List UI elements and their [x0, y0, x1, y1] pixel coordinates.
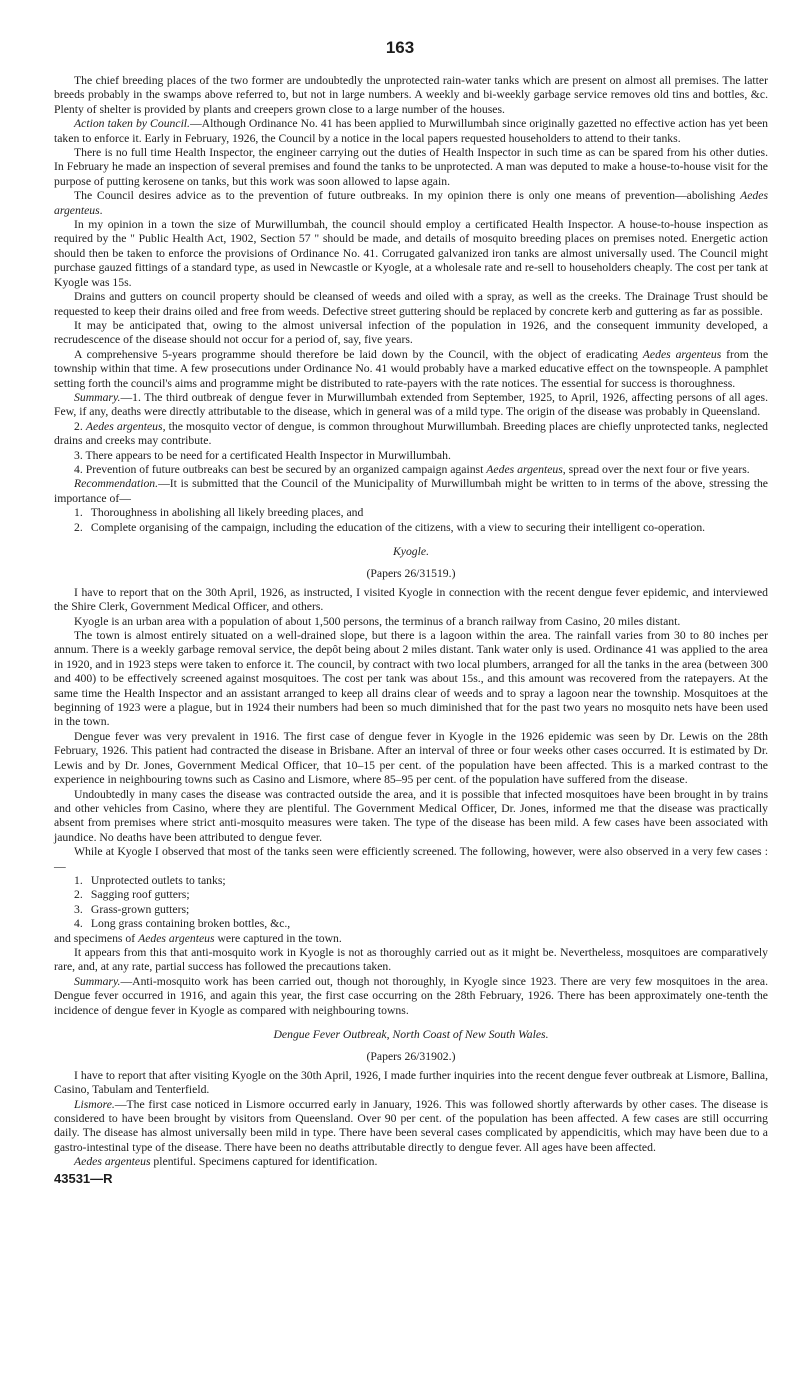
- list-item: [74, 506, 768, 520]
- page-number: 163: [385, 38, 415, 57]
- species-name: Aedes argenteus: [138, 931, 215, 945]
- paragraph-text: 2.: [74, 419, 86, 433]
- paragraph: [54, 117, 768, 146]
- list-text: Grass-grown gutters;: [90, 902, 190, 916]
- list-number: 4.: [74, 917, 83, 931]
- list-item: [74, 903, 768, 917]
- species-name: Aedes argenteus: [74, 1155, 151, 1169]
- paragraph-text: from the township within that time. A few prosecutions under Ordinance No. 41 would probably have a marked educative effect on the townspeople. A pamphlet setting forth the council's aims and programme might be distributed to rate-payers with the rate notices. The essential for success is thoroughness.: [54, 347, 769, 390]
- paragraph: Dengue fever was very prevalent in 1916. The first case of dengue fever in Kyogle in the 1926 epidemic was seen by Dr. Lewis on the 28th February, 1926. This patient had contracted the disease in Brisbane. After an interval of three or four weeks other cases occurred. It is estimated by Dr. Lewis and by Dr. Jones, Government Medical Officer, that 10–15 per cent. of the population have been affected. This is a marked contrast to the experience in neighbouring towns such as Casino and Lismore, where 85–95 per cent. of the population have suffered from the disease.: [54, 729, 768, 787]
- paragraph: The town is almost entirely situated on a well-drained slope, but there is a lagoon within the area. The rainfall varies from 30 to 80 inches per annum. There is a weekly garbage removal service, the depôt being about 2 miles distant. Tank water only is used. Ordinance 41 was applied to the area in 1920, and in 1923 steps were taken to enforce it. The council, by contract with two local plumbers, arranged for all the tanks in the area (between 300 and 400) to be effectively screened against mosquitoes. The cost per tank was about 15s., and this amount was recovered from the ratepayers. At the same time the Health Inspector and an assistant arranged to keep all drains clear of weeds and to spray a lagoon near the township. Mosquitoes at the beginning of 1923 were a plague, but in 1924 their numbers had been so much diminished that for the past two years no mosquito nets have been used in the town.: [54, 629, 768, 729]
- list-number: 1.: [74, 873, 83, 887]
- list-text: Sagging roof gutters;: [90, 888, 190, 902]
- paragraph-text: were captured in the town.: [214, 931, 342, 945]
- run-in-heading: Summary.: [74, 390, 121, 404]
- paragraph-text: the mosquito vector of dengue, is common throughout Murwillumbah. Breeding places are chiefly unprotected tanks, neglected drains and creeks may contribute.: [54, 419, 768, 448]
- species-name: Aedes argenteus: [54, 189, 768, 217]
- list-item: [74, 917, 768, 931]
- recommendation-paragraph: [54, 477, 768, 506]
- species-name: Aedes argenteus,: [85, 419, 166, 433]
- section-heading-kyogle: Kyogle.: [392, 545, 430, 558]
- paragraph-text: and specimens of: [54, 931, 139, 945]
- paragraph-text: .: [99, 203, 103, 217]
- observation-list: [54, 874, 768, 932]
- papers-reference: (Papers 26/31902.): [366, 1050, 456, 1064]
- run-in-heading: Recommendation.: [74, 477, 159, 491]
- run-in-heading: Summary.: [74, 974, 121, 988]
- print-code: 43531—R: [54, 1170, 113, 1186]
- list-text: Long grass containing broken bottles, &c.,: [90, 917, 291, 931]
- paragraph: [54, 932, 768, 946]
- paragraph: [54, 1155, 768, 1169]
- paragraph: It appears from this that anti-mosquito work in Kyogle is not as thoroughly carried out as it might be. Nevertheless, mosquitoes are comparatively rare, and, at any rate, partial success has followed the precautions taken.: [54, 945, 768, 974]
- paragraph-text: —The first case noticed in Lismore occurred early in January, 1926. This was followed shortly afterwards by other cases. The disease is considered to have been brought by visitors from Queensland. Over 90 per cent. of the population has been affected. A few cases are still occurring daily. The disease has almost universally been mild in type. There have been several cases complicated by appendicitis, which may have been due to a gastro-intestinal type of the disease. There have been no deaths attributable directly to dengue fever. All ages have been affected.: [54, 1097, 768, 1154]
- papers-reference: (Papers 26/31519.): [366, 567, 456, 581]
- paragraph: It may be anticipated that, owing to the almost universal infection of the population in 1926, and the consequent immunity developed, a recrudescence of the disease should not occur for a period of, say, five years.: [54, 318, 768, 347]
- list-item: [74, 874, 768, 888]
- section-heading-dengue-outbreak: Dengue Fever Outbreak, North Coast of New South Wales.: [273, 1028, 549, 1041]
- paragraph: While at Kyogle I observed that most of the tanks seen were efficiently screened. The following, however, were also observed in a very few cases :—: [54, 845, 768, 873]
- paragraph-text: 4. Prevention of future outbreaks can best be secured by an organized campaign against: [74, 462, 487, 476]
- paragraph: [54, 1098, 768, 1156]
- summary-paragraph: [54, 391, 768, 420]
- paragraph: Drains and gutters on council property should be cleansed of weeds and oiled with a spray, as well as the creeks. The Drainage Trust should be requested to keep their drains oiled and free from weeds. Defective street guttering should be replaced by concrete kerb and guttering as far as possible.: [54, 290, 768, 318]
- list-text: Complete organising of the campaign, including the education of the citizens, with a view to securing their intelligent co-operation.: [90, 520, 706, 534]
- paragraph-text: —Although Ordinance No. 41 has been applied to Murwillumbah since originally gazetted no effective action has yet been taken to enforce it. Early in February, 1926, the Council by a notice in the local papers requested householders to attend to their tanks.: [54, 117, 769, 145]
- run-in-heading: Action taken by Council.: [74, 117, 190, 131]
- list-text: Unprotected outlets to tanks;: [90, 873, 226, 887]
- list-item: [74, 521, 768, 535]
- summary-paragraph: [54, 420, 768, 449]
- list-item: [74, 888, 768, 902]
- paragraph: Kyogle is an urban area with a population of about 1,500 persons, the terminus of a branch railway from Casino, 20 miles distant.: [74, 614, 681, 628]
- paragraph: There is no full time Health Inspector, the engineer carrying out the duties of Health Inspector in such time as can be spared from his other duties. In February he made an inspection of several premises and found the tanks to be unprotected. A man was deputed to make a house-to-house visit for the purpose of putting kerosene on tanks, but this work was soon allowed to lapse again.: [54, 146, 768, 188]
- run-in-heading: Lismore.: [74, 1097, 115, 1111]
- species-name: Aedes argenteus: [642, 347, 722, 361]
- paragraph: In my opinion in a town the size of Murwillumbah, the council should employ a certificated Health Inspector. A house-to-house inspection as required by the " Public Health Act, 1902, Section 57 " should be made, and details of mosquito breeding places on premises noted. Energetic action should then be taken to enforce the provisions of Ordinance No. 41. Corrugated galvanized iron tanks are almost universally used. The Council might purchase gauzed fittings of a standard type, as used in Newcastle or Kyogle, at a wholesale rate and re-sell to householders cheaply. The cost per tank at Kyogle was 15s.: [54, 218, 768, 289]
- list-text: Thoroughness in abolishing all likely breeding places, and: [90, 506, 364, 520]
- recommendation-list: [54, 506, 768, 535]
- paragraph-text: spread over the next four or five years.: [565, 462, 750, 476]
- paragraph-text: —Anti-mosquito work has been carried out, though not thoroughly, in Kyogle since 1923. There are very few mosquitoes in the area. Dengue fever occurred in 1916, and again this year, the first case occurring on the 28th February, 1926. There has been approximately one-tenth the incidence of dengue fever in Kyogle as compared with neighbouring towns.: [54, 974, 768, 1017]
- summary-paragraph: 3. There appears to be need for a certificated Health Inspector in Murwillumbah.: [74, 448, 451, 462]
- paragraph: The chief breeding places of the two former are undoubtedly the unprotected rain-water tanks which are present on almost all premises. The latter breeds probably in the swamps above referred to, but not in large numbers. A weekly and bi-weekly garbage service removes old tins and bottles, &c. Plenty of shelter is provided by plants and creepers grown close to a large number of the houses.: [54, 74, 768, 116]
- paragraph-text: A comprehensive 5-years programme should therefore be laid down by the Council, with the object of eradicating: [74, 347, 643, 361]
- paragraph: [54, 189, 768, 218]
- list-number: 3.: [74, 902, 83, 916]
- paragraph-text: The Council desires advice as to the prevention of future outbreaks. In my opinion there is only one means of prevention—abolishing: [74, 189, 741, 203]
- paragraph-text: —1. The third outbreak of dengue fever in Murwillumbah extended from September, 1925, to April, 1926, affecting persons of all ages. Few, if any, deaths were directly attributable to the disease, which in general was of a mild type. The origin of the disease was probably in Queensland.: [54, 390, 768, 419]
- paragraph: Undoubtedly in many cases the disease was contracted outside the area, and it is possible that infected mosquitoes have been brought in by trains and other vehicles from Casino, where they are plentiful. The Government Medical Officer, Dr. Jones, informed me that the disease was practically absent from premises where strict anti-mosquito measures were taken. The type of the disease has been mild. A few cases have been associated with jaundice. No deaths have been attributed to dengue fever.: [54, 787, 768, 844]
- summary-paragraph: [54, 975, 768, 1018]
- paragraph-text: plentiful. Specimens captured for identification.: [150, 1155, 378, 1169]
- list-number: 2.: [74, 888, 83, 902]
- species-name: Aedes argenteus,: [486, 462, 566, 476]
- paragraph: [54, 348, 768, 391]
- document-body: [54, 74, 768, 1186]
- paragraph: I have to report that on the 30th April, 1926, as instructed, I visited Kyogle in connection with the recent dengue fever epidemic, and interviewed the Shire Clerk, Government Medical Officer, and others.: [54, 585, 768, 614]
- summary-paragraph: [54, 463, 768, 477]
- list-number: 1.: [74, 506, 83, 520]
- paragraph: I have to report that after visiting Kyogle on the 30th April, 1926, I made further inquiries into the recent dengue fever outbreak at Lismore, Ballina, Casino, Tabulam and Tenterfield.: [54, 1068, 768, 1097]
- paragraph-text: —It is submitted that the Council of the Municipality of Murwillumbah might be written to in terms of the above, stressing the importance of—: [54, 477, 768, 505]
- list-number: 2.: [74, 520, 83, 534]
